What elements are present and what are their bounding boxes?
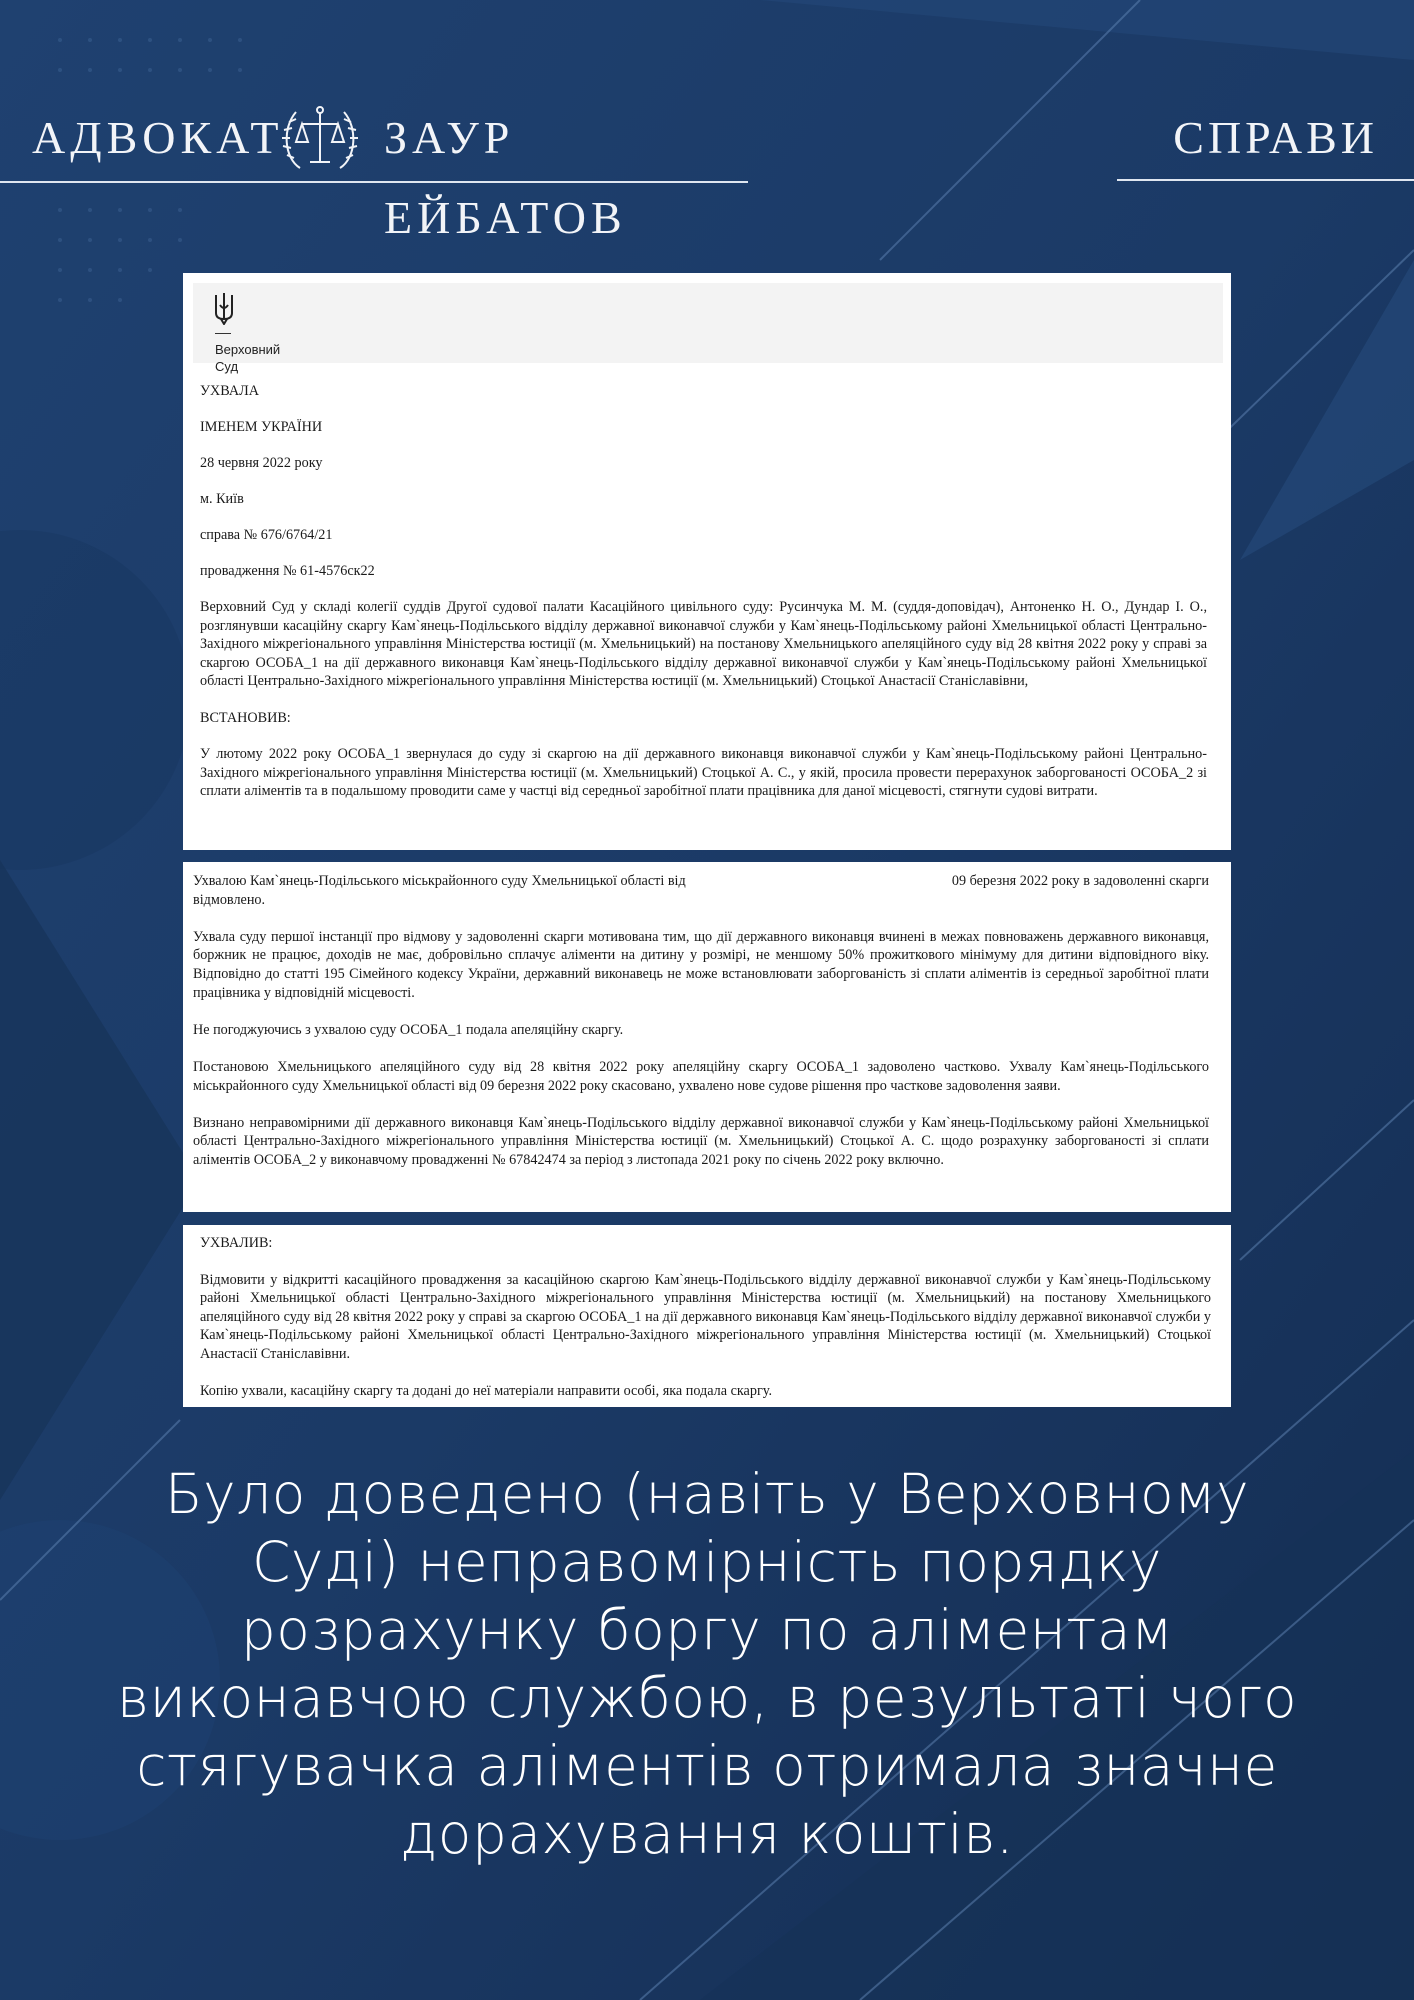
resolution-paragraph: Постановою Хмельницького апеляційного суду від 28 квітня 2022 року апеляційну скаргу ОСОБА_1 задоволено частково. Ухвалу Кам`янець-Подільського міськрайонного суду Хмельницької області від 09 березня 2022 року скасовано, ухвалено нове судове рішення про часткове задоволення заяви. xyxy=(193,1058,1209,1094)
case-number: справа № 676/6764/21 xyxy=(200,527,333,543)
first-instance-paragraph: Ухвала суду першої інстанції про відмову у задоволенні скарги мотивована тим, що дії державного виконавця вчинені в межах повноважень державного виконавця, боржник не працює, доходів не має, добровільно сплачує аліменти на дитину у розмірі, не меншому 50% прожиткового мінімуму для дитини відповідного віку. Відповідно до статті 195 Сімейного кодексу України, державний виконавець не може встановлювати заборгованість зі сплати аліментів із середньої заробітної плати працівника у відповідній місцевості. xyxy=(193,928,1209,1001)
decided-heading: УХВАЛИВ: xyxy=(200,1235,273,1251)
document-page-3 xyxy=(183,1225,1231,1407)
ruling-line-tail: відмовлено. xyxy=(193,891,266,908)
ruling-line-right: 09 березня 2022 року в задоволенні скарги xyxy=(951,873,1209,889)
case-result-statement: Було доведено (навіть у Верховному Суді) неправомірність порядку розрахунку боргу по аліментам виконавчою службою, в результаті чого стягувачка аліментів отримала значне дорахування коштів. xyxy=(116,1462,1298,1866)
ukrainian-trident-icon xyxy=(213,291,235,325)
court-name: Верховний Суд xyxy=(215,342,281,374)
appeal-paragraph: Не погоджуючись з ухвалою суду ОСОБА_1 подала апеляційну скаргу. xyxy=(193,1021,624,1038)
document-date: 28 червня 2022 року xyxy=(200,455,323,471)
document-page-2 xyxy=(183,862,1231,1212)
brand-logo xyxy=(32,98,752,243)
document-title: УХВАЛА xyxy=(200,383,259,399)
established-heading: ВСТАНОВИВ: xyxy=(200,709,291,726)
brand-word-name: ЗАУР ЕЙБАТОВ xyxy=(384,112,627,243)
unlawful-paragraph: Визнано неправомірними дії державного виконавця Кам`янець-Подільського відділу державної виконавчої служби у Кам`янець-Подільському районі Хмельницької області Центрально-Західного міжрегіонального управління Міністерства юстиції (м. Хмельницький) Стоцької А. С. щодо розрахунку заборгованості зі сплати аліментів ОСОБА_2 у виконавчому провадженні № 67842474 за період з листопада 2021 року по січень 2022 року включно. xyxy=(193,1114,1209,1168)
court-header-divider xyxy=(215,333,231,334)
in-the-name-line: ІМЕНЕМ УКРАЇНИ xyxy=(200,419,323,435)
document-page-1 xyxy=(183,273,1231,850)
proceeding-number: провадження № 61-4576ск22 xyxy=(200,563,375,579)
court-header xyxy=(193,283,1223,374)
copy-paragraph: Копію ухвали, касаційну скаргу та додані до неї матеріали направити особі, яка подала скаргу. xyxy=(200,1382,772,1399)
refuse-paragraph: Відмовити у відкритті касаційного провадження за касаційною скаргою Кам`янець-Подільського відділу державної виконавчої служби у Кам`янець-Подільському районі Хмельницької області Центрально-Західного міжрегіонального управління Міністерства юстиції (м. Хмельницький) на постанову Хмельницького апеляційного суду від 28 квітня 2022 року у справі за скаргою ОСОБА_1 на дії державного виконавця Кам`янець-Подільського відділу державної виконавчої служби у Кам`янець-Подільському районі Хмельницької області Центрально-Західного міжрегіонального управління Міністерства юстиції (м. Хмельницький) Стоцької Анастасії Станіславівни. xyxy=(200,1271,1211,1362)
established-paragraph: У лютому 2022 року ОСОБА_1 звернулася до суду зі скаргою на дії державного виконавця виконавчої служби у Кам`янець-Подільському районі Центрально-Західного міжрегіонального управління Міністерства юстиції (м. Хмельницький) Стоцької А. С., у якій, просила провести перерахунок заборгованості ОСОБА_2 зі сплати аліментів та в подальшому проводити саме у частці від середньої заробітної плати працівника для даної місцевості, стягнути судові витрати. xyxy=(200,745,1207,800)
brand-word-advocate: АДВОКАТ xyxy=(32,112,284,163)
ruling-line-left: Ухвалою Кам`янець-Подільського міськрайонного суду Хмельницької області від xyxy=(193,873,686,889)
document-body xyxy=(200,382,1207,819)
ruling-paragraph xyxy=(193,872,1209,909)
intro-paragraph: Верховний Суд у складі колегії суддів Другої судової палати Касаційного цивільного суду: Русинчука М. М. (суддя-доповідач), Антоненко Н. О., Дундар І. О., розглянувши касаційну скаргу Кам`янець-Подільського відділу державної виконавчої служби у Кам`янець-Подільському районі Хмельницької області Центрально-Західного міжрегіонального управління Міністерства юстиції (м. Хмельницький) на постанову Хмельницького апеляційного суду від 28 квітня 2022 року у справі за скаргою ОСОБА_1 на дії державного виконавця Кам`янець-Подільського відділу державної виконавчої служби у Кам`янець-Подільському районі Хмельницької області Центрально-Західного міжрегіонального управління Міністерства юстиції (м. Хмельницький) Стоцької Анастасії Станіславівни, xyxy=(200,599,1207,690)
section-title: СПРАВИ xyxy=(1173,112,1378,163)
document-city: м. Київ xyxy=(200,491,244,507)
header-divider-right xyxy=(1117,179,1414,181)
header-divider-left xyxy=(0,181,748,183)
scales-of-justice-wreath-icon xyxy=(276,98,364,178)
